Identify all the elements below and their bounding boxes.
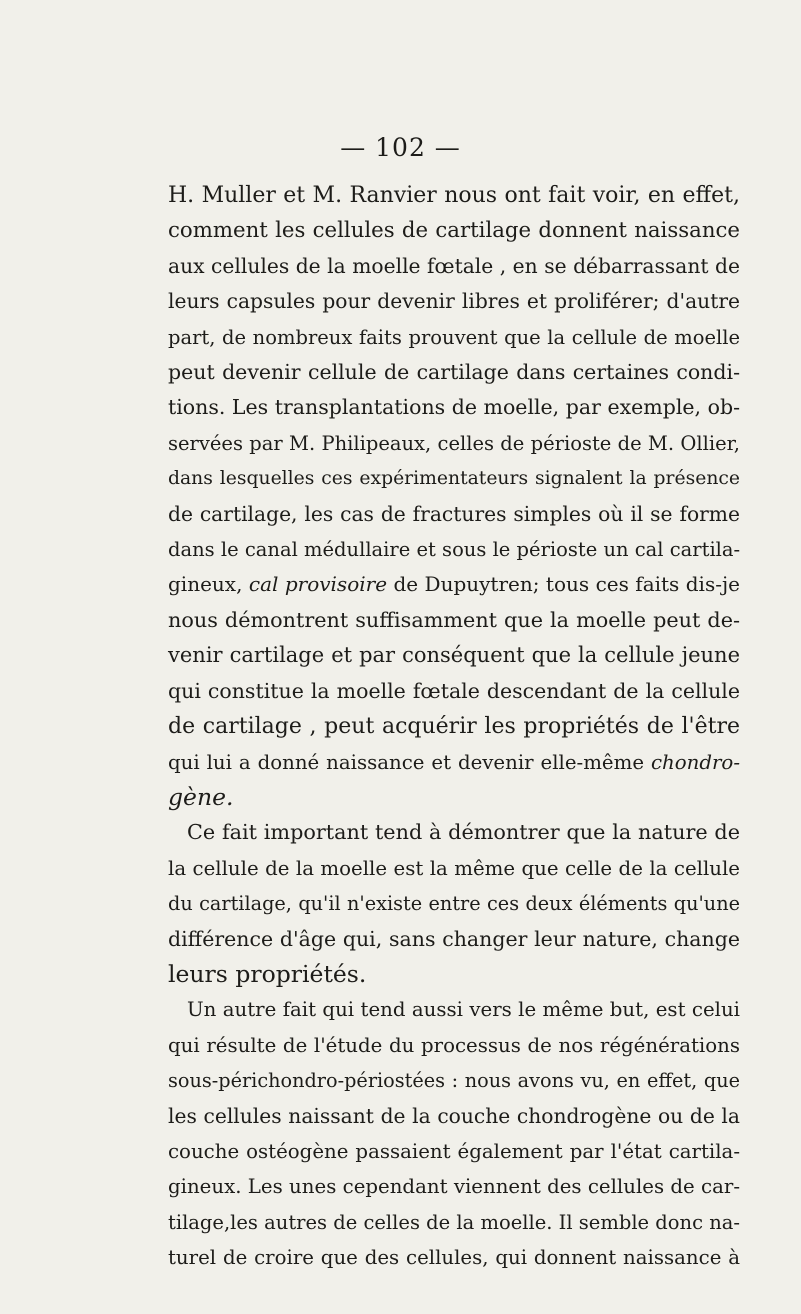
text-line: qui constitue la moelle fœtale descendant de la cellule [168, 678, 740, 703]
text-line: de cartilage, les cas de fractures simples où il se forme [168, 501, 740, 526]
text-run: de Dupuytren; tous ces faits dis-je [387, 572, 741, 597]
text-line: les cellules naissant de la couche chondrogène ou de la [168, 1103, 740, 1128]
text-line: tions. Les transplantations de moelle, par exemple, ob- [168, 395, 740, 420]
italic-term: chondro- [650, 750, 740, 774]
text-line: différence d'âge qui, sans changer leur nature, change [168, 926, 740, 951]
text-line: du cartilage, qu'il n'existe entre ces deux éléments qu'une [168, 892, 740, 916]
italic-term: cal provisoire [248, 572, 388, 597]
text-run: qui lui a donné naissance et devenir elle-même [168, 750, 651, 774]
text-line: part, de nombreux faits prouvent que la cellule de moelle [168, 325, 740, 349]
italic-term: gène. [168, 782, 234, 811]
text-line: comment les cellules de cartilage donnent naissance [168, 218, 740, 244]
text-line: dans le canal médullaire et sous le périoste un cal cartila- [168, 538, 741, 562]
text-line: qui résulte de l'étude du processus de nos régénérations [168, 1033, 740, 1057]
text-line: turel de croire que des cellules, qui donnent naissance à [168, 1246, 740, 1270]
text-line: Un autre fait qui tend aussi vers le même but, est celui [187, 998, 740, 1022]
text-line: peut devenir cellule de cartilage dans certaines condi- [168, 360, 740, 385]
text-line: tilage,les autres de celles de la moelle. Il semble donc na- [168, 1210, 740, 1234]
body-text [168, 178, 740, 1276]
text-line: servées par M. Philipeaux, celles de périoste de M. Ollier, [168, 431, 740, 455]
text-line: de cartilage , peut acquérir les propriétés de l'être [168, 714, 740, 740]
text-line: leurs capsules pour devenir libres et proliférer; d'autre [168, 289, 740, 314]
page-number: — 102 — [340, 133, 461, 162]
text-line: la cellule de la moelle est la même que celle de la cellule [168, 856, 740, 880]
text-line: couche ostéogène passaient également par l'état cartila- [168, 1139, 740, 1163]
text-run: gineux, [168, 572, 249, 597]
text-line [168, 780, 740, 815]
text-line [168, 567, 740, 602]
text-line: nous démontrent suffisamment que la moelle peut de- [168, 607, 740, 632]
text-line: Ce fait important tend à démontrer que la nature de [187, 820, 740, 845]
text-line: gineux. Les unes cependant viennent des cellules de car- [168, 1175, 740, 1199]
text-line: venir cartilage et par conséquent que la cellule jeune [168, 643, 740, 668]
text-line: H. Muller et M. Ranvier nous ont fait voir, en effet, [168, 183, 740, 208]
text-line: leurs propriétés. [168, 959, 367, 988]
text-line: aux cellules de la moelle fœtale , en se débarrassant de [168, 253, 740, 278]
text-line [168, 745, 740, 780]
text-line: sous-périchondro-périostées : nous avons vu, en effet, que [168, 1069, 740, 1093]
text-line: dans lesquelles ces expérimentateurs signalent la présence [168, 468, 740, 490]
